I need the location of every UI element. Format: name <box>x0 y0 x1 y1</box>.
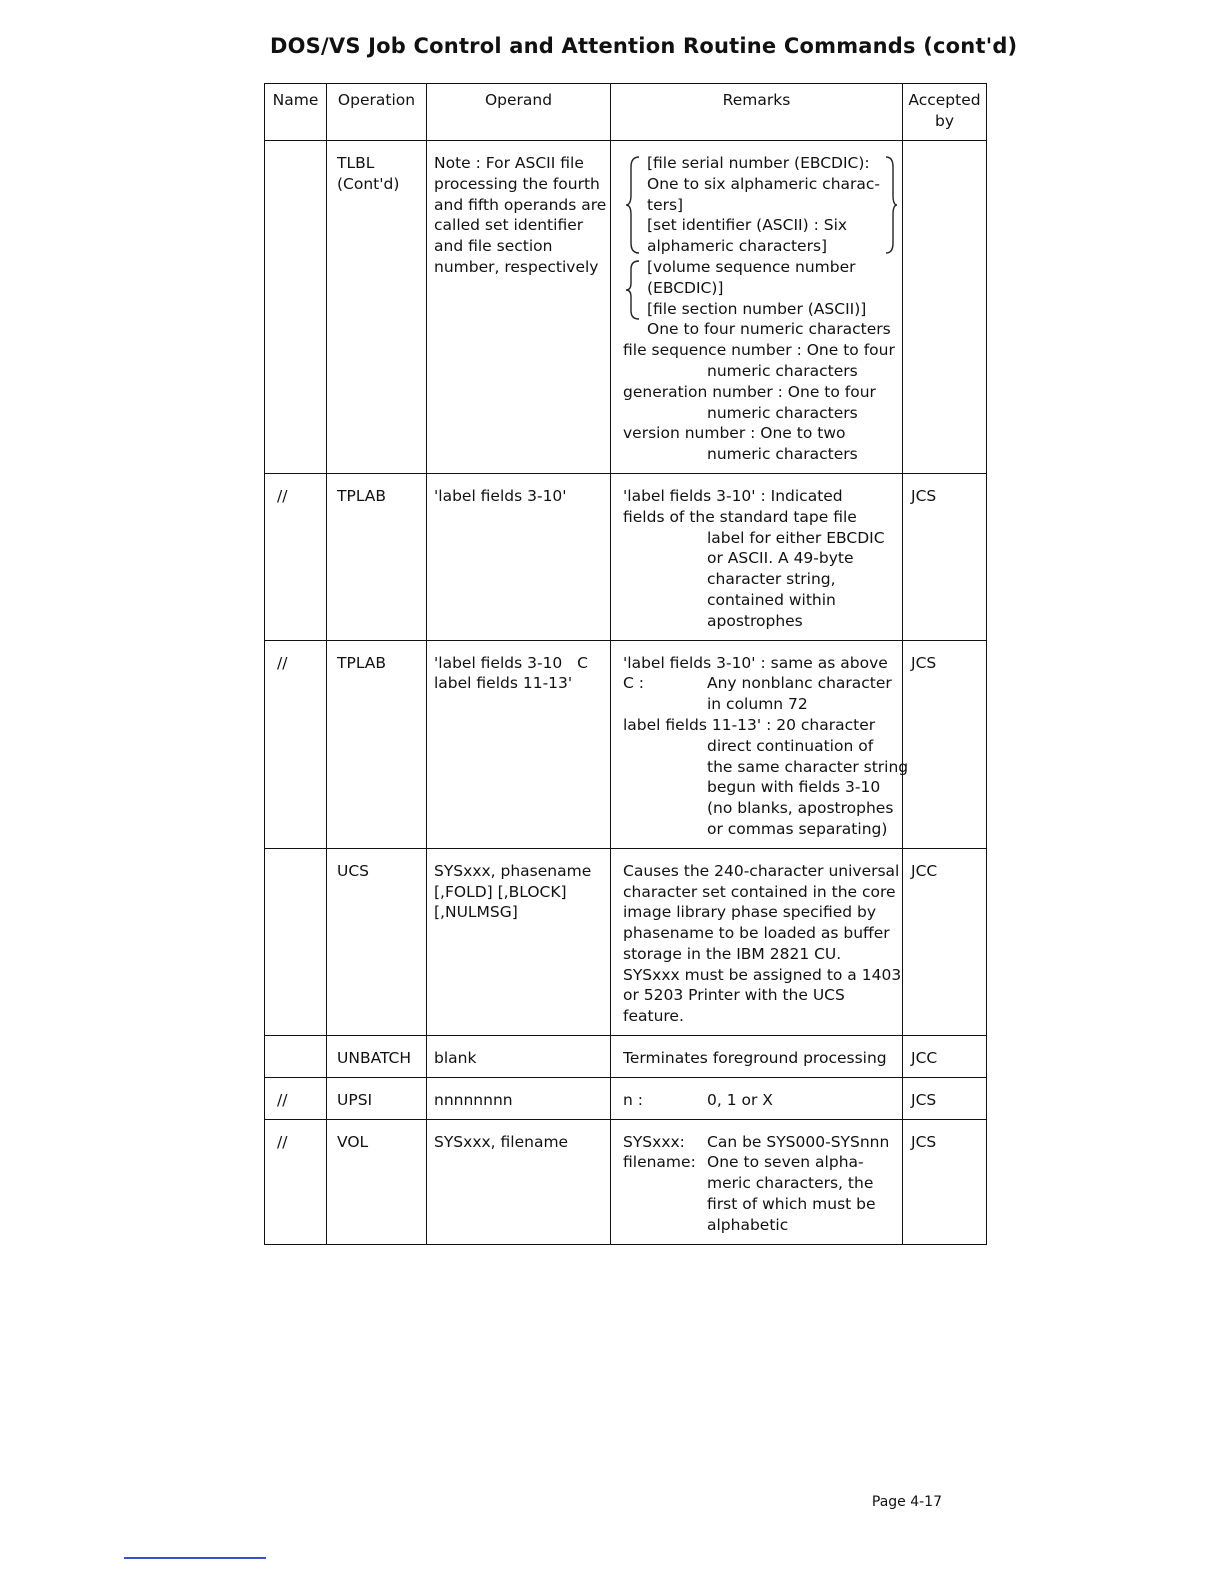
operation-cell: UNBATCH <box>327 1036 427 1078</box>
operation-cell: TLBL (Cont'd) <box>327 141 427 474</box>
remarks-cell: SYSxxx: Can be SYS000-SYSnnn filename: One to seven alpha- meric characters, the first of which must be alphabetic <box>611 1119 903 1244</box>
brace-group-2: [volume sequence number (EBCDIC)] [file section number (ASCII)] One to four numeric characters <box>623 257 900 340</box>
operation-cell: TPLAB <box>327 640 427 848</box>
accepted-cell: JCS <box>903 640 987 848</box>
remarks-cell: 'label fields 3-10' : same as above C : Any nonblanc character in column 72 label fields 11-13' : 20 character direct continuation of the same character string begun with fields 3-10 (no blanks, apostrophes or commas separating) <box>611 640 903 848</box>
name-cell <box>265 848 327 1035</box>
name-cell: // <box>265 640 327 848</box>
remarks-cell: Terminates foreground processing <box>611 1036 903 1078</box>
left-brace-icon <box>625 155 641 255</box>
table-row <box>265 1119 987 1244</box>
table-row <box>265 640 987 848</box>
accepted-cell: JCS <box>903 1077 987 1119</box>
table-row <box>265 1077 987 1119</box>
operand-cell: blank <box>427 1036 611 1078</box>
table-row <box>265 1036 987 1078</box>
header-name: Name <box>265 84 327 141</box>
operand-cell: Note : For ASCII file processing the fourth and fifth operands are called set identifier and file section number, respectively <box>427 141 611 474</box>
page-title: DOS/VS Job Control and Attention Routine Commands (cont'd) <box>270 34 1018 58</box>
header-operand: Operand <box>427 84 611 141</box>
accepted-cell: JCC <box>903 1036 987 1078</box>
operation-cell: UPSI <box>327 1077 427 1119</box>
operand-cell: SYSxxx, phasename [,FOLD] [,BLOCK] [,NULMSG] <box>427 848 611 1035</box>
name-cell <box>265 141 327 474</box>
operation-cell: TPLAB <box>327 473 427 640</box>
page-number: Page 4-17 <box>871 1494 942 1510</box>
name-cell: // <box>265 1077 327 1119</box>
name-cell <box>265 1036 327 1078</box>
accepted-cell: JCS <box>903 1119 987 1244</box>
remarks-cell: n : 0, 1 or X <box>611 1077 903 1119</box>
operation-cell: VOL <box>327 1119 427 1244</box>
operand-cell: 'label fields 3-10' <box>427 473 611 640</box>
header-remarks: Remarks <box>611 84 903 141</box>
commands-table <box>264 83 987 1245</box>
remarks-cell: 'label fields 3-10' : Indicated fields of the standard tape file label for either EBCDIC or ASCII. A 49-byte character string, contained within apostrophes <box>611 473 903 640</box>
operation-cell: UCS <box>327 848 427 1035</box>
operand-cell: nnnnnnnn <box>427 1077 611 1119</box>
table-row <box>265 141 987 474</box>
header-operation: Operation <box>327 84 427 141</box>
remarks-cell: [file serial number (EBCDIC): One to six alphameric charac- ters] [set identifier (ASCII) : Six alphameric characters] [volume sequence number (EBCDIC)] [file section number (ASCII)] One to four numeric characters file sequence number : One to four numeric characters generation number : One to four numeric characters version number : One to two numeric characters <box>611 141 903 474</box>
header-row <box>265 84 987 141</box>
header-accepted-by: Accepted by <box>903 84 987 141</box>
table-row <box>265 848 987 1035</box>
accepted-cell <box>903 141 987 474</box>
name-cell: // <box>265 1119 327 1244</box>
accepted-cell: JCS <box>903 473 987 640</box>
operand-cell: 'label fields 3-10 C label fields 11-13' <box>427 640 611 848</box>
operand-cell: SYSxxx, filename <box>427 1119 611 1244</box>
footnote-rule <box>124 1557 266 1559</box>
brace-group-1: [file serial number (EBCDIC): One to six alphameric charac- ters] [set identifier (ASCII) : Six alphameric characters] <box>623 153 900 257</box>
name-cell: // <box>265 473 327 640</box>
table-row <box>265 473 987 640</box>
remarks-cell: Causes the 240-character universal character set contained in the core image library phase specified by phasename to be loaded as buffer storage in the IBM 2821 CU. SYSxxx must be assigned to a 1403 or 5203 Printer with the UCS feature. <box>611 848 903 1035</box>
right-brace-icon <box>884 155 898 255</box>
left-brace-icon <box>625 259 641 321</box>
accepted-cell: JCC <box>903 848 987 1035</box>
